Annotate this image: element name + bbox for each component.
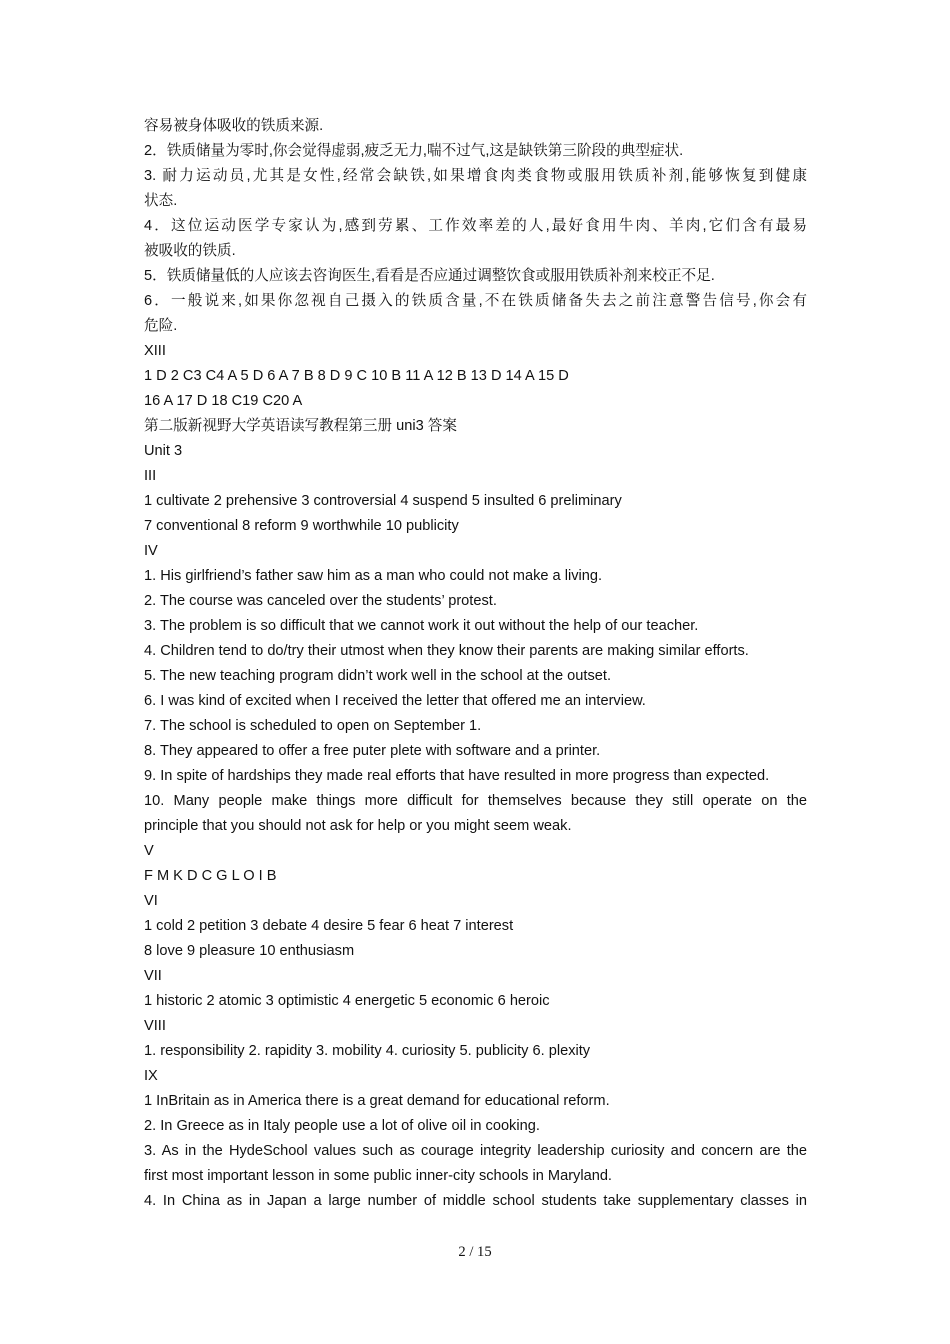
text-line: 5．铁质储量低的人应该去咨询医生,看看是否应通过调整饮食或服用铁质补剂来校正不足. [144, 268, 715, 284]
text-line: 6. I was kind of excited when I received the letter that offered me an interview. [144, 693, 646, 709]
text-line: 1 D 2 C3 C4 A 5 D 6 A 7 B 8 D 9 C 10 B 11 A 12 B 13 D 14 A 15 D [144, 368, 569, 384]
text-line: first most important lesson in some public inner-city schools in Maryland. [144, 1168, 612, 1184]
text-line: 2. In Greece as in Italy people use a lot of olive oil in cooking. [144, 1118, 540, 1134]
text-line: F M K D C G L O I B [144, 868, 277, 884]
text-line: 9. In spite of hardships they made real efforts that have resulted in more progress than expected. [144, 768, 770, 784]
text-line: VII [144, 968, 162, 984]
text-line: 1 cold 2 petition 3 debate 4 desire 5 fear 6 heat 7 interest [144, 918, 514, 934]
text-line: 3. The problem is so difficult that we cannot work it out without the help of our teacher. [144, 618, 699, 634]
text-line: 3. 耐力运动员,尤其是女性,经常会缺铁,如果增食肉类食物或服用铁质补剂,能够恢复到健康 [144, 168, 807, 184]
text-line: 1 historic 2 atomic 3 optimistic 4 energetic 5 economic 6 heroic [144, 993, 550, 1009]
page-body [144, 114, 807, 1214]
text-line: 10. Many people make things more difficult for themselves because they still operate on the [144, 793, 807, 809]
text-line: 8 love 9 pleasure 10 enthusiasm [144, 943, 355, 959]
text-line: Unit 3 [144, 443, 183, 459]
text-line: 7. The school is scheduled to open on September 1. [144, 718, 482, 734]
text-line: III [144, 468, 157, 484]
page-number: 2 / 15 [458, 1244, 492, 1260]
text-line: V [144, 843, 154, 859]
text-line: 2. The course was canceled over the students’ protest. [144, 593, 497, 609]
text-line: 1 InBritain as in America there is a great demand for educational reform. [144, 1093, 610, 1109]
text-line: 被吸收的铁质. [144, 243, 236, 259]
text-line: 容易被身体吸收的铁质来源. [144, 118, 324, 134]
text-line: 4．这位运动医学专家认为,感到劳累、工作效率差的人,最好食用牛肉、羊肉,它们含有最易 [144, 218, 807, 234]
text-line: XIII [144, 343, 166, 359]
text-line: 1. His girlfriend’s father saw him as a man who could not make a living. [144, 568, 603, 584]
text-line: VIII [144, 1018, 166, 1034]
text-line: 4. Children tend to do/try their utmost when they know their parents are making similar efforts. [144, 643, 749, 659]
text-line: 5. The new teaching program didn’t work well in the school at the outset. [144, 668, 611, 684]
text-line: 状态. [144, 193, 178, 209]
text-line: 8. They appeared to offer a free puter plete with software and a printer. [144, 743, 601, 759]
text-line: 第二版新视野大学英语读写教程第三册 uni3 答案 [144, 418, 457, 434]
text-line: 7 conventional 8 reform 9 worthwhile 10 publicity [144, 518, 459, 534]
text-line: 1. responsibility 2. rapidity 3. mobility 4. curiosity 5. publicity 6. plexity [144, 1043, 591, 1059]
text-line: 1 cultivate 2 prehensive 3 controversial 4 suspend 5 insulted 6 preliminary [144, 493, 622, 509]
text-line: 6．一般说来,如果你忽视自己摄入的铁质含量,不在铁质储备失去之前注意警告信号,你会有 [144, 293, 807, 309]
text-line: VI [144, 893, 158, 909]
text-line: 2．铁质储量为零时,你会觉得虚弱,疲乏无力,喘不过气,这是缺铁第三阶段的典型症状. [144, 143, 684, 159]
text-line: 危险. [144, 318, 178, 334]
text-line: IX [144, 1068, 158, 1084]
text-line: 4. In China as in Japan a large number of middle school students take supplementary classes in [144, 1193, 807, 1209]
text-line: 3. As in the HydeSchool values such as courage integrity leadership curiosity and concern are the [144, 1143, 807, 1159]
text-line: IV [144, 543, 158, 559]
text-line: 16 A 17 D 18 C19 C20 A [144, 393, 303, 409]
text-line: principle that you should not ask for help or you might seem weak. [144, 818, 572, 834]
